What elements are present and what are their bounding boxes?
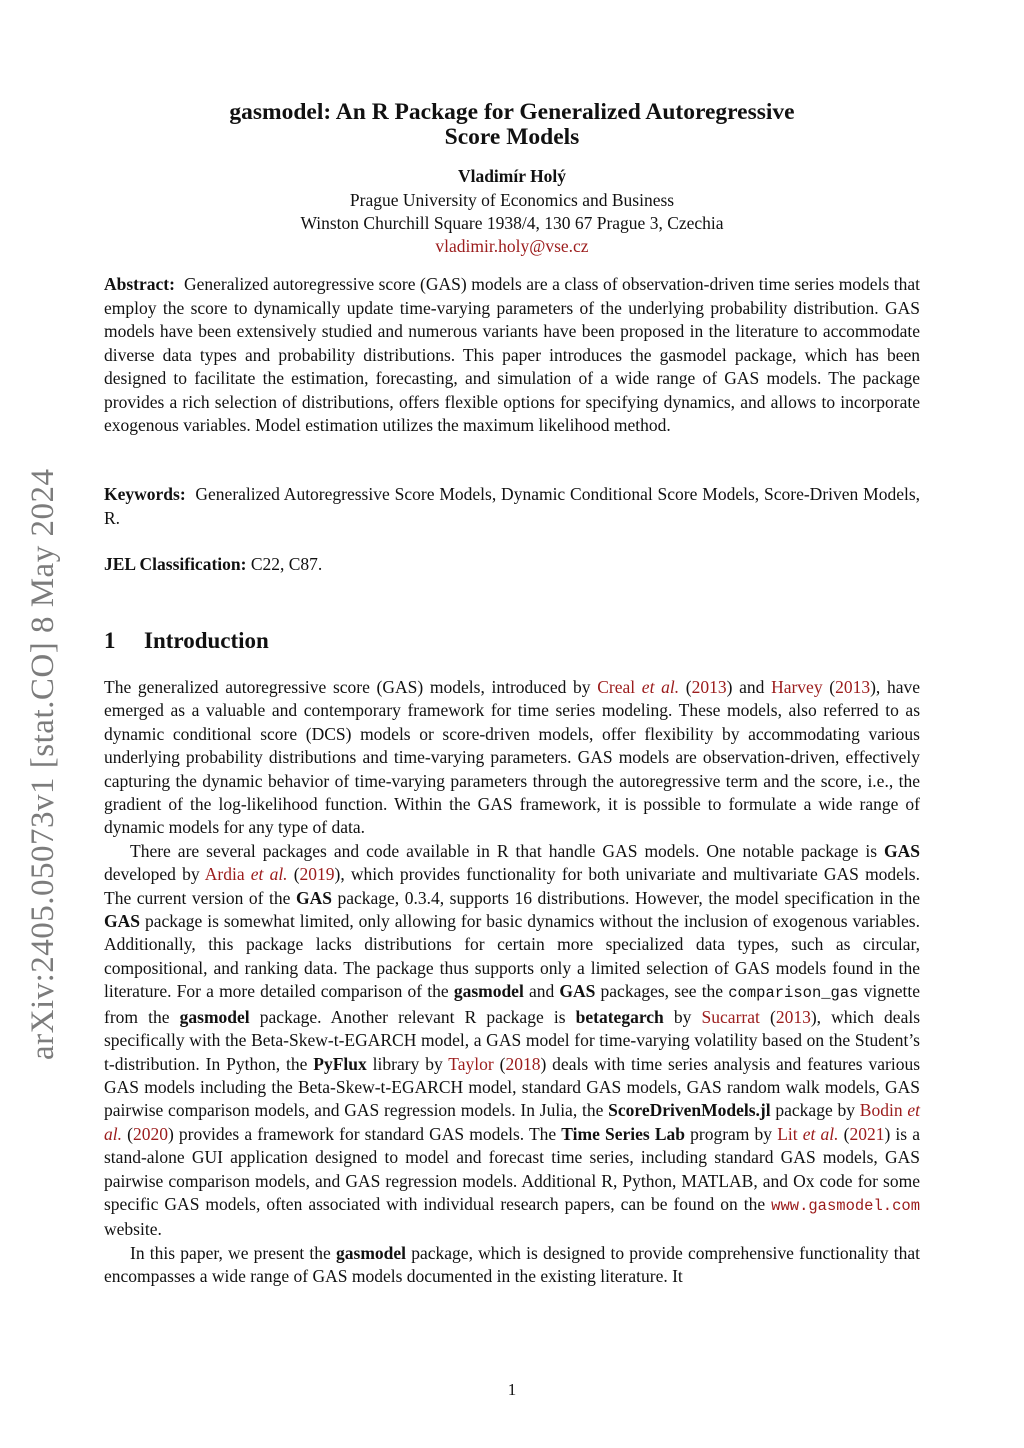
text-run: website.	[104, 1219, 162, 1240]
jel-label: JEL Classification:	[104, 554, 247, 574]
introduction-body	[104, 676, 920, 1289]
text-run: ), which provides functionality for both univariate and multivariate GAS models. The current version of the	[104, 864, 920, 908]
abstract-text: Generalized autoregressive score (GAS) models are a class of observation-driven time series models that employ the score to dynamically update time-varying parameters of the underlying probability distribution. GAS models have been extensively studied and numerous variants have been proposed in the literature to accommodate diverse data types and probability distributions. This paper introduces the gasmodel package, which has been designed to facilitate the estimation, forecasting, and simulation of a wide range of GAS models. The package provides a rich selection of distributions, offers flexible options for specifying dynamics, and allows to incorporate exogenous variables. Model estimation utilizes the maximum likelihood method.	[104, 274, 921, 435]
affiliation-address: Winston Churchill Square 1938/4, 130 67 Prague 3, Czechia	[300, 213, 724, 233]
text-run: (	[822, 677, 836, 697]
author-email-link[interactable]: vladimir.holy@vse.cz	[435, 236, 589, 256]
citation-author: Ardia	[204, 864, 245, 885]
citation-etal: et al.	[802, 1123, 839, 1144]
citation-author: Creal	[597, 677, 636, 697]
package-name: GAS	[295, 887, 332, 908]
page-number: 1	[507, 1380, 517, 1399]
package-name: GAS	[104, 911, 140, 932]
text-run: ) is a stand-alone GUI application designed to model and forecast time series, including standard GAS models, GAS pairwise comparison models, and GAS regression models. Additional R, Python, MATLAB, and Ox code for some specific GAS models, often associated with individual research papers, can be found on the	[104, 1123, 920, 1214]
citation-author: Lit	[777, 1123, 798, 1144]
section-number: 1	[104, 628, 116, 653]
citation-etal: et al.	[641, 677, 680, 697]
text-run: (	[287, 864, 300, 885]
package-name: GAS	[884, 840, 920, 861]
text-run: In this paper, we present the	[130, 1242, 337, 1263]
citation-sucarrat-link[interactable]: Sucarrat	[701, 1006, 760, 1027]
keywords-label: Keywords:	[104, 484, 186, 504]
package-name: gasmodel	[179, 1006, 250, 1027]
keywords-text: Generalized Autoregressive Score Models, Dynamic Conditional Score Models, Score-Driven Models, R.	[104, 484, 921, 528]
text-run: and	[523, 981, 560, 1002]
citation-etal: et al.	[250, 864, 288, 885]
citation-creal-link[interactable]	[597, 677, 679, 697]
text-run: ) deals with time series analysis and features various GAS models including the Beta-Skew-t-EGARCH model, standard GAS models, GAS random walk models, GAS pairwise comparison models, and GAS regression models. In Julia, the	[104, 1053, 920, 1121]
arxiv-identifier-stamp: arXiv:2405.05073v1 [stat.CO] 8 May 2024	[25, 468, 61, 1060]
text-run: ) provides a framework for standard GAS models. The	[167, 1123, 562, 1144]
package-name: gasmodel	[453, 981, 524, 1002]
package-name: ScoreDrivenModels.jl	[608, 1100, 771, 1121]
text-run: library by	[366, 1053, 449, 1074]
section-title: Introduction	[144, 628, 269, 653]
package-name: betategarch	[575, 1006, 664, 1027]
vignette-name: comparison_gas	[728, 984, 859, 1003]
text-run: package, 0.3.4, supports 16 distributions. However, the model specification in the	[331, 887, 921, 908]
text-run: (	[493, 1053, 506, 1074]
citation-ardia-link[interactable]	[205, 864, 288, 884]
text-run: The generalized autoregressive score (GAS) models, introduced by	[104, 677, 598, 697]
citation-lit-link[interactable]	[777, 1124, 838, 1144]
citation-year-link[interactable]: 2013	[691, 677, 727, 697]
keywords	[104, 483, 920, 530]
paper-title	[104, 100, 920, 150]
citation-year-link[interactable]: 2020	[132, 1123, 168, 1144]
citation-taylor-link[interactable]: Taylor	[448, 1053, 494, 1074]
text-run: packages, see the	[595, 981, 729, 1002]
text-run: by	[663, 1006, 702, 1027]
text-run: ), have emerged as a valuable and contemporary framework for time series modeling. These models, also referred to as dynamic conditional score (DCS) models or score-driven models, offer flexibility by accommodating various underlying probability distributions and time-varying parameters. GAS models are observation-driven, effectively capturing the dynamic behavior of time-varying parameters through the autoregressive term and the score, i.e., the gradient of the log-likelihood function. Within the GAS framework, it is possible to formulate a wide range of dynamic models for any type of data.	[104, 677, 921, 838]
text-run: package by	[770, 1100, 860, 1121]
text-run: (	[838, 1123, 850, 1144]
text-run: There are several packages and code available in R that handle GAS models. One notable package is	[130, 840, 885, 861]
text-run: vignette from the	[104, 981, 920, 1027]
citation-year-link[interactable]: 2018	[505, 1053, 541, 1074]
paragraph-2	[104, 840, 920, 1242]
abstract-label: Abstract:	[104, 274, 175, 294]
citation-year-link[interactable]: 2021	[849, 1123, 885, 1144]
author-name: Vladimír Holý	[457, 166, 567, 186]
affiliation-institution: Prague University of Economics and Business	[349, 190, 675, 210]
package-name: Time Series Lab	[561, 1123, 685, 1144]
package-name: GAS	[559, 981, 596, 1002]
title-line-1: gasmodel: An R Package for Generalized Autoregressive	[229, 99, 795, 125]
website-link[interactable]: www.gasmodel.com	[771, 1196, 920, 1215]
text-run: program by	[685, 1123, 778, 1144]
text-run: (	[679, 677, 692, 697]
citation-etal: et al.	[104, 1100, 920, 1144]
jel-classification	[104, 553, 920, 577]
paragraph-3	[104, 1242, 920, 1289]
text-run: ), which deals specifically with the Beta-Skew-t-EGARCH model, a GAS model for time-varying volatility based on the Student’s t-distribution. In Python, the	[104, 1006, 921, 1074]
citation-year-link[interactable]: 2013	[775, 1006, 811, 1027]
title-line-2: Score Models	[444, 124, 580, 150]
jel-text: C22, C87.	[250, 554, 323, 574]
text-run: package is somewhat limited, only allowing for basic dynamics without the inclusion of exogenous variables. Additionally, this package lacks distributions for certain more specialized data types, such as circular, compositional, and ranking data. The package thus supports only a limited selection of GAS models found in the literature. For a more detailed comparison of the	[104, 911, 920, 1002]
section-heading	[104, 628, 269, 654]
text-run: package. Another relevant R package is	[249, 1006, 576, 1027]
paragraph-1	[104, 676, 920, 840]
abstract	[104, 273, 920, 438]
citation-author: Bodin	[859, 1100, 903, 1121]
text-run: package, which is designed to provide comprehensive functionality that encompasses a wide range of GAS models documented in the existing literature. It	[104, 1242, 920, 1287]
package-name: PyFlux	[313, 1053, 367, 1074]
text-run: developed by	[104, 864, 205, 885]
citation-year-link[interactable]: 2013	[835, 677, 871, 697]
package-name: gasmodel	[336, 1242, 407, 1263]
text-run: (	[759, 1006, 776, 1027]
text-run: ) and	[726, 677, 772, 697]
citation-harvey-link[interactable]: Harvey	[771, 677, 823, 697]
text-run: (	[122, 1123, 133, 1144]
citation-year-link[interactable]: 2019	[299, 864, 335, 885]
